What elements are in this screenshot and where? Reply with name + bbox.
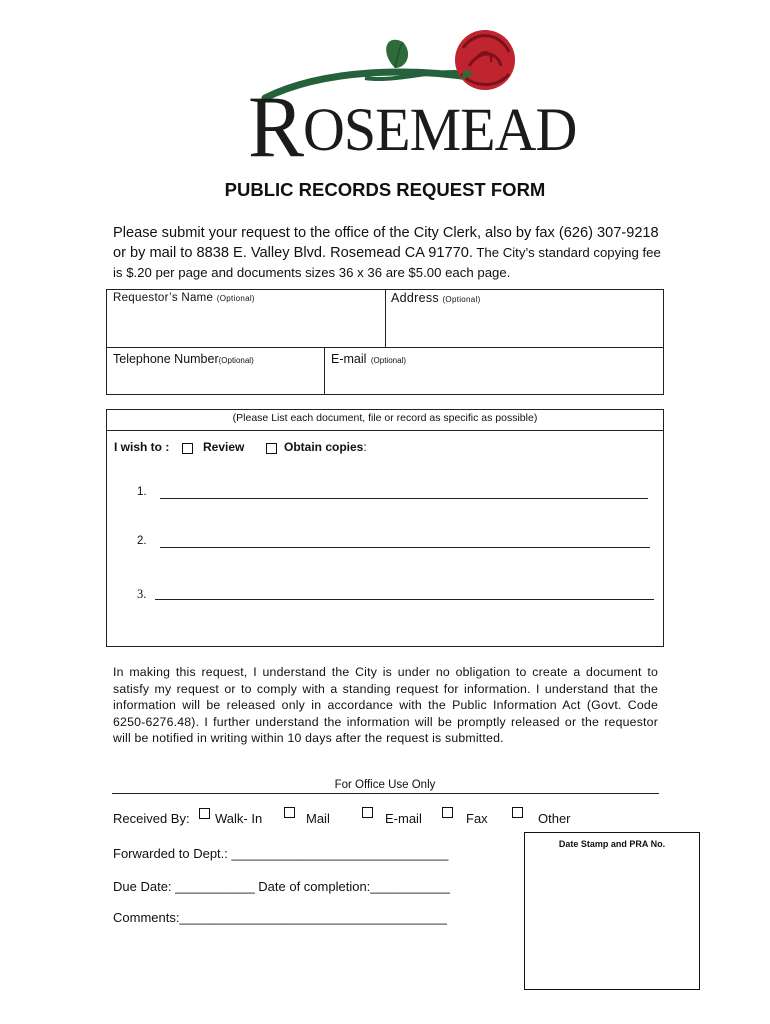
mail-label: Mail bbox=[306, 811, 330, 826]
walk-in-checkbox[interactable] bbox=[199, 808, 210, 819]
rosemead-logo bbox=[245, 28, 577, 178]
col-divider-bottom bbox=[324, 347, 325, 394]
item-3-line[interactable] bbox=[155, 599, 654, 600]
received-by-label: Received By: bbox=[113, 811, 190, 826]
walk-in-label: Walk- In bbox=[215, 811, 263, 826]
request-header-divider bbox=[107, 430, 663, 431]
requestor-name-field[interactable] bbox=[113, 292, 378, 344]
other-checkbox[interactable] bbox=[512, 807, 523, 818]
address-field[interactable] bbox=[391, 291, 659, 343]
email-optional: (Optional) bbox=[370, 356, 406, 365]
item-1-number: 1. bbox=[137, 486, 147, 498]
mail-checkbox[interactable] bbox=[284, 807, 295, 818]
email-field[interactable] bbox=[331, 350, 659, 392]
date-stamp-box bbox=[524, 832, 700, 990]
comments-field[interactable]: Comments:_____________________________________ bbox=[113, 910, 447, 925]
email-option-label: E-mail bbox=[385, 811, 422, 826]
other-label: Other bbox=[538, 811, 571, 826]
fax-label: Fax bbox=[466, 811, 488, 826]
review-checkbox[interactable] bbox=[182, 443, 193, 454]
intro-text bbox=[113, 224, 663, 283]
wish-label: I wish to : bbox=[114, 440, 170, 454]
logo-wordmark: ROSEMEAD bbox=[248, 78, 577, 177]
contact-info-box bbox=[106, 289, 664, 395]
address-optional: (Optional) bbox=[442, 295, 481, 304]
request-box bbox=[106, 409, 664, 647]
telephone-label: Telephone Number bbox=[113, 352, 219, 366]
requestor-name-label: Requestor’s Name bbox=[113, 292, 214, 304]
intro-part2: The City’s standard copying fee is $.20 per page and documents sizes 36 x 36 are $5.00 each page. bbox=[113, 245, 661, 280]
item-2-number: 2. bbox=[137, 535, 147, 547]
col-divider-top bbox=[385, 290, 386, 347]
requestor-optional: (Optional) bbox=[216, 294, 255, 303]
forwarded-to-dept[interactable]: Forwarded to Dept.: ______________________________ bbox=[113, 846, 449, 861]
address-label: Address bbox=[391, 291, 439, 305]
email-label: E-mail bbox=[331, 352, 367, 366]
obtain-copies-label: Obtain copies: bbox=[284, 440, 367, 454]
office-use-rule bbox=[112, 793, 659, 794]
date-stamp-label: Date Stamp and PRA No. bbox=[558, 839, 666, 849]
item-1-line[interactable] bbox=[160, 498, 648, 499]
review-label: Review bbox=[203, 440, 245, 454]
item-3-number: 3. bbox=[137, 587, 147, 601]
page-title: PUBLIC RECORDS REQUEST FORM bbox=[224, 179, 546, 200]
intro-part1: Please submit your request to the office of the City Clerk, also by fax (626) 307-9218 or by mail to 8838 E. Valley Blvd. Rosemead CA 91770. bbox=[113, 225, 659, 261]
telephone-optional: (Optional) bbox=[218, 356, 254, 365]
row-divider bbox=[107, 347, 663, 348]
request-instruction: (Please List each document, file or record as specific as possible) bbox=[232, 412, 538, 424]
office-use-heading: For Office Use Only bbox=[334, 779, 436, 791]
due-date-completion[interactable]: Due Date: ___________ Date of completion:___________ bbox=[113, 879, 450, 894]
telephone-field[interactable] bbox=[113, 350, 318, 392]
email-checkbox[interactable] bbox=[362, 807, 373, 818]
item-2-line[interactable] bbox=[160, 547, 650, 548]
fax-checkbox[interactable] bbox=[442, 807, 453, 818]
obtain-copies-checkbox[interactable] bbox=[266, 443, 277, 454]
disclaimer-paragraph: In making this request, I understand the City is under no obligation to create a document to satisfy my request or to comply with a standing request for information. I understand that the information will be released only in accordance with the Public Information Act (Govt. Code 6250-6276.48). I further understand the information will be promptly released or the requestor will be notified in writing within 10 days after the request is submitted. bbox=[113, 665, 658, 746]
